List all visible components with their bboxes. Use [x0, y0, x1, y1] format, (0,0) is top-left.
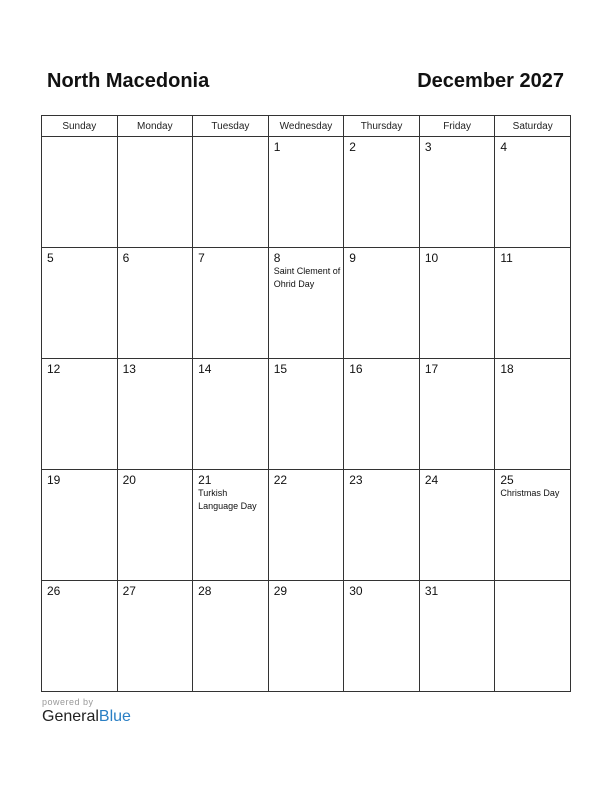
- day-number: 20: [122, 473, 136, 487]
- day-cell: [42, 359, 118, 470]
- day-number: 4: [500, 140, 508, 154]
- day-number: 1: [273, 140, 281, 154]
- day-cell: [268, 359, 344, 470]
- day-cell: [419, 137, 495, 248]
- weekday-thursday: Thursday: [344, 116, 420, 137]
- day-number: 24: [424, 473, 439, 487]
- day-cell: [344, 470, 420, 581]
- calendar-grid: [41, 115, 571, 692]
- day-number: 31: [424, 584, 439, 598]
- day-number: 7: [198, 251, 205, 265]
- powered-by-label: powered by: [42, 697, 94, 707]
- brand-general: General: [42, 708, 99, 725]
- day-number: 10: [424, 251, 439, 265]
- day-cell: [268, 248, 344, 359]
- weekday-saturday: Saturday: [495, 116, 571, 137]
- country-title: North Macedonia: [47, 70, 210, 92]
- day-cell: [495, 248, 571, 359]
- weekday-wednesday: Wednesday: [268, 116, 344, 137]
- holiday-label: Turkish Language Day: [198, 488, 257, 511]
- day-number: 28: [198, 584, 212, 598]
- day-cell: [268, 137, 344, 248]
- week-row: [42, 581, 571, 692]
- brand-blue: Blue: [98, 708, 131, 725]
- day-number: 2: [349, 140, 356, 154]
- day-number: 16: [349, 362, 363, 376]
- day-cell: [117, 581, 193, 692]
- day-number: 12: [47, 362, 61, 376]
- day-cell: [42, 470, 118, 581]
- day-cell: [419, 470, 495, 581]
- day-cell: [344, 359, 420, 470]
- day-cell: [344, 248, 420, 359]
- week-row: [42, 248, 571, 359]
- week-row: [42, 470, 571, 581]
- month-title: December 2027: [417, 70, 564, 92]
- day-number: 5: [47, 251, 54, 265]
- day-cell: [268, 470, 344, 581]
- day-cell: [117, 470, 193, 581]
- holiday-label: Christmas Day: [500, 488, 560, 498]
- day-number: 8: [273, 251, 281, 265]
- day-cell: [344, 137, 420, 248]
- footer-branding: [42, 697, 131, 726]
- empty-day-cell: [117, 137, 193, 248]
- week-row: [42, 137, 571, 248]
- day-cell: [495, 359, 571, 470]
- day-number: 22: [273, 473, 288, 487]
- day-number: 25: [500, 473, 514, 487]
- day-cell: [42, 581, 118, 692]
- day-number: 14: [198, 362, 212, 376]
- empty-day-cell: [495, 581, 571, 692]
- holiday-label: Saint Clement of Ohrid Day: [273, 266, 341, 289]
- empty-day-cell: [42, 137, 118, 248]
- day-number: 18: [500, 362, 514, 376]
- empty-day-cell: [193, 137, 269, 248]
- day-cell: [193, 470, 269, 581]
- day-cell: [117, 248, 193, 359]
- day-number: 9: [349, 251, 356, 265]
- day-number: 3: [424, 140, 432, 154]
- day-cell: [419, 581, 495, 692]
- day-number: 23: [349, 473, 363, 487]
- day-number: 29: [273, 584, 288, 598]
- day-cell: [42, 248, 118, 359]
- weekday-friday: Friday: [419, 116, 495, 137]
- day-cell: [193, 581, 269, 692]
- weekday-tuesday: Tuesday: [193, 116, 269, 137]
- day-cell: [419, 359, 495, 470]
- day-number: 15: [273, 362, 288, 376]
- weekday-sunday: Sunday: [42, 116, 118, 137]
- day-number: 21: [198, 473, 212, 487]
- day-number: 17: [424, 362, 439, 376]
- day-number: 6: [122, 251, 130, 265]
- day-cell: [193, 248, 269, 359]
- day-cell: [117, 359, 193, 470]
- week-row: [42, 359, 571, 470]
- day-cell: [419, 248, 495, 359]
- day-number: 27: [122, 584, 136, 598]
- day-number: 13: [122, 362, 136, 376]
- day-cell: [268, 581, 344, 692]
- day-number: 26: [47, 584, 61, 598]
- calendar-header: [41, 70, 570, 100]
- day-number: 19: [47, 473, 61, 487]
- day-number: 11: [500, 251, 513, 265]
- day-cell: [344, 581, 420, 692]
- day-number: 30: [349, 584, 363, 598]
- weekday-monday: Monday: [117, 116, 193, 137]
- weekday-header-row: [42, 116, 571, 137]
- generalblue-logo: [42, 708, 131, 726]
- day-cell: [495, 470, 571, 581]
- day-cell: [495, 137, 571, 248]
- day-cell: [193, 359, 269, 470]
